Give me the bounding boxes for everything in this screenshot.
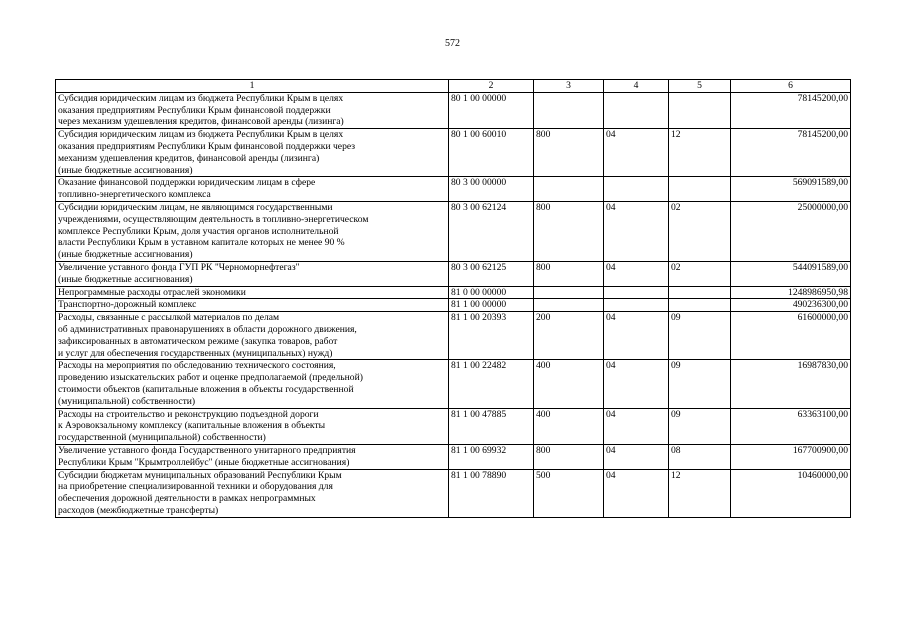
row-amount: 78145200,00 (731, 129, 851, 177)
row-section: 04 (604, 129, 669, 177)
row-expense-type: 800 (534, 261, 604, 286)
row-code: 81 1 00 22482 (449, 360, 534, 408)
row-name: Расходы на строительство и реконструкцию подъездной дороги к Аэровокзальному комплексу (капитальные вложения в объекты государственной (муниципальной) собственности) (56, 408, 449, 444)
header-col-1: 1 (56, 80, 449, 93)
row-amount: 10460000,00 (731, 469, 851, 517)
row-code: 81 0 00 00000 (449, 286, 534, 299)
row-expense-type: 400 (534, 360, 604, 408)
row-name: Оказание финансовой поддержки юридическим лицам в сфере топливно-энергетического комплекса (56, 177, 449, 202)
table-row (56, 129, 851, 177)
header-col-6: 6 (731, 80, 851, 93)
table-row (56, 286, 851, 299)
row-subsection: 09 (669, 360, 731, 408)
table-row (56, 177, 851, 202)
row-section: 04 (604, 444, 669, 469)
table-body (56, 92, 851, 517)
row-code: 81 1 00 47885 (449, 408, 534, 444)
row-expense-type: 500 (534, 469, 604, 517)
row-name: Увеличение уставного фонда ГУП РК "Черноморнефтегаз" (иные бюджетные ассигнования) (56, 261, 449, 286)
header-col-3: 3 (534, 80, 604, 93)
table-row (56, 299, 851, 312)
table-row (56, 408, 851, 444)
row-section: 04 (604, 312, 669, 360)
table-row (56, 444, 851, 469)
row-code: 81 1 00 20393 (449, 312, 534, 360)
header-col-5: 5 (669, 80, 731, 93)
row-name: Расходы на мероприятия по обследованию технического состояния, проведению изыскательских работ и оценке предполагаемой (предельной) стоимости объектов (капитальные вложения в объекты государственной (муниципальной) собственности) (56, 360, 449, 408)
row-amount: 61600000,00 (731, 312, 851, 360)
row-subsection (669, 286, 731, 299)
header-row (56, 80, 851, 93)
row-name: Субсидия юридическим лицам из бюджета Республики Крым в целях оказания предприятиям Республики Крым финансовой поддержки через механизм удешевления кредитов, финансовой аренды (лизинга) (56, 92, 449, 128)
row-amount: 78145200,00 (731, 92, 851, 128)
table-header (56, 80, 851, 93)
row-code: 80 1 00 60010 (449, 129, 534, 177)
row-subsection (669, 177, 731, 202)
row-section: 04 (604, 469, 669, 517)
page-number: 572 (445, 38, 460, 49)
row-expense-type: 800 (534, 129, 604, 177)
row-code: 80 1 00 00000 (449, 92, 534, 128)
row-subsection (669, 92, 731, 128)
row-amount: 167700900,00 (731, 444, 851, 469)
table-row (56, 469, 851, 517)
row-subsection: 09 (669, 312, 731, 360)
row-subsection: 12 (669, 469, 731, 517)
row-amount: 25000000,00 (731, 201, 851, 261)
row-subsection: 02 (669, 201, 731, 261)
table-row (56, 360, 851, 408)
row-amount: 490236300,00 (731, 299, 851, 312)
row-amount: 1248986950,98 (731, 286, 851, 299)
row-subsection: 08 (669, 444, 731, 469)
row-name: Субсидии юридическим лицам, не являющимся государственными учреждениями, осуществляющим деятельность в топливно-энергетическом комплексе Республики Крым, доля участия органов исполнительной власти Республики Крым в уставном капитале которых не менее 90 % (иные бюджетные ассигнования) (56, 201, 449, 261)
row-name: Субсидии бюджетам муниципальных образований Республики Крым на приобретение специализированной техники и оборудования для обеспечения дорожной деятельности в рамках непрограммных расходов (межбюджетные трансферты) (56, 469, 449, 517)
row-subsection (669, 299, 731, 312)
table-row (56, 261, 851, 286)
row-name: Субсидия юридическим лицам из бюджета Республики Крым в целях оказания предприятиям Республики Крым финансовой поддержки через механизм удешевления кредитов, финансовой аренды (лизинга) (иные бюджетные ассигнования) (56, 129, 449, 177)
row-expense-type (534, 177, 604, 202)
row-subsection: 12 (669, 129, 731, 177)
row-amount: 544091589,00 (731, 261, 851, 286)
row-code: 80 3 00 62125 (449, 261, 534, 286)
row-expense-type (534, 286, 604, 299)
row-subsection: 02 (669, 261, 731, 286)
row-name: Транспортно-дорожный комплекс (56, 299, 449, 312)
row-code: 81 1 00 78890 (449, 469, 534, 517)
row-code: 80 3 00 62124 (449, 201, 534, 261)
row-name: Увеличение уставного фонда Государственного унитарного предприятия Республики Крым "Крымтроллейбус" (иные бюджетные ассигнования) (56, 444, 449, 469)
row-expense-type: 200 (534, 312, 604, 360)
row-expense-type: 800 (534, 444, 604, 469)
table-row (56, 312, 851, 360)
row-code: 81 1 00 69932 (449, 444, 534, 469)
header-col-4: 4 (604, 80, 669, 93)
row-section: 04 (604, 201, 669, 261)
budget-table (55, 79, 851, 518)
row-expense-type (534, 299, 604, 312)
row-code: 80 3 00 00000 (449, 177, 534, 202)
row-section: 04 (604, 408, 669, 444)
header-col-2: 2 (449, 80, 534, 93)
row-section (604, 92, 669, 128)
row-code: 81 1 00 00000 (449, 299, 534, 312)
row-expense-type: 400 (534, 408, 604, 444)
row-expense-type: 800 (534, 201, 604, 261)
row-section (604, 286, 669, 299)
row-expense-type (534, 92, 604, 128)
row-section (604, 177, 669, 202)
table-row (56, 201, 851, 261)
table-row (56, 92, 851, 128)
row-subsection: 09 (669, 408, 731, 444)
row-amount: 16987830,00 (731, 360, 851, 408)
row-name: Расходы, связанные с рассылкой материалов по делам об административных правонарушениях в области дорожного движения, зафиксированных в автоматическом режиме (закупка товаров, работ и услуг для обеспечения государственных (муниципальных) нужд) (56, 312, 449, 360)
row-section: 04 (604, 261, 669, 286)
row-section (604, 299, 669, 312)
row-name: Непрограммные расходы отраслей экономики (56, 286, 449, 299)
row-amount: 569091589,00 (731, 177, 851, 202)
row-section: 04 (604, 360, 669, 408)
row-amount: 63363100,00 (731, 408, 851, 444)
